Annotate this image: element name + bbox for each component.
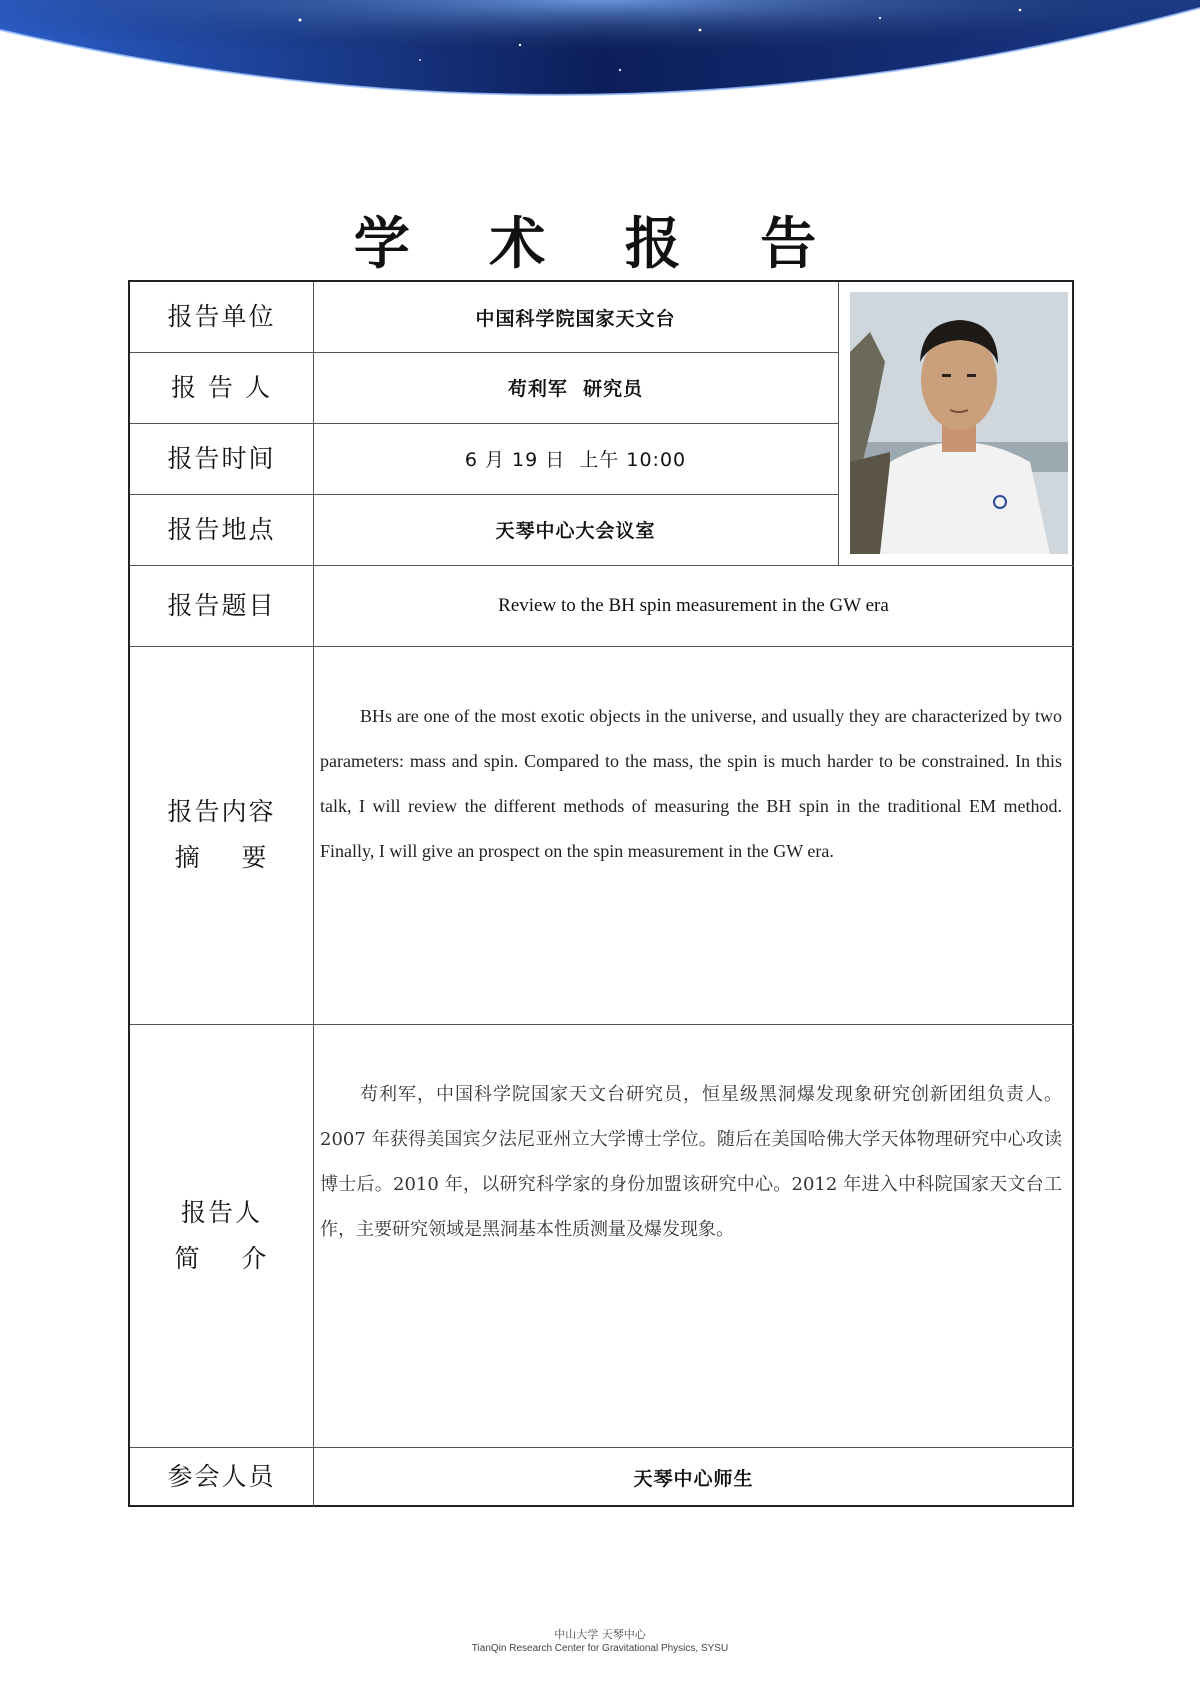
document-title: 学 术 报 告 — [353, 211, 847, 277]
label-topic: 报告题目 — [167, 590, 276, 620]
footer-org-cn: 中山大学 天琴中心 — [554, 1628, 646, 1641]
label-unit: 报告单位 — [167, 302, 276, 331]
value-speaker: 苟利军 研究员 — [507, 378, 644, 400]
label-bio-line1: 报告人 — [180, 1197, 262, 1227]
value-attendees: 天琴中心师生 — [633, 1467, 754, 1490]
value-unit: 中国科学院国家天文台 — [475, 307, 676, 330]
column-divider — [838, 282, 839, 565]
speaker-photo — [850, 292, 1068, 554]
label-time: 报告时间 — [167, 443, 276, 473]
label-attendees: 参会人员 — [167, 1462, 276, 1491]
value-time: 6 月 19 日 上午 10:00 — [464, 449, 687, 471]
footer-org-en: TianQin Research Center for Gravitational Physics, SYSU — [471, 1643, 729, 1654]
label-speaker: 报 告 人 — [171, 372, 272, 402]
bio-text: 苟利军，中国科学院国家天文台研究员，恒星级黑洞爆发现象研究创新团组负责人。2007 年获得美国宾夕法尼亚州立大学博士学位。随后在美国哈佛大学天体物理研究中心攻读博士后。2010 年，以研究科学家的身份加盟该研究中心。2012 年进入中科院国家天文台工作，主要研究领域是黑洞基本性质测量及爆发现象。 — [320, 1084, 1062, 1240]
label-abstract-line2: 摘 要 — [174, 843, 269, 872]
value-place: 天琴中心大会议室 — [495, 520, 656, 542]
label-abstract — [130, 646, 313, 1024]
report-table — [128, 280, 1074, 1507]
value-topic: Review to the BH spin measurement in the GW era — [498, 594, 889, 616]
label-abstract-line1: 报告内容 — [167, 797, 276, 826]
abstract-text: BHs are one of the most exotic objects in the universe, and usually they are characterized by two parameters: mass and spin. Compared to the mass, the spin is much harder to be constrained. In this talk, I will review the different methods of measuring the BH spin in the traditional EM method. Finally, I will give an prospect on the spin measurement in the GW era. — [320, 706, 1062, 861]
speaker-portrait-icon — [850, 292, 1068, 554]
space-banner — [0, 0, 1200, 110]
label-place: 报告地点 — [167, 514, 276, 544]
label-bio-line2: 简 介 — [174, 1243, 269, 1273]
label-bio — [130, 1024, 313, 1447]
